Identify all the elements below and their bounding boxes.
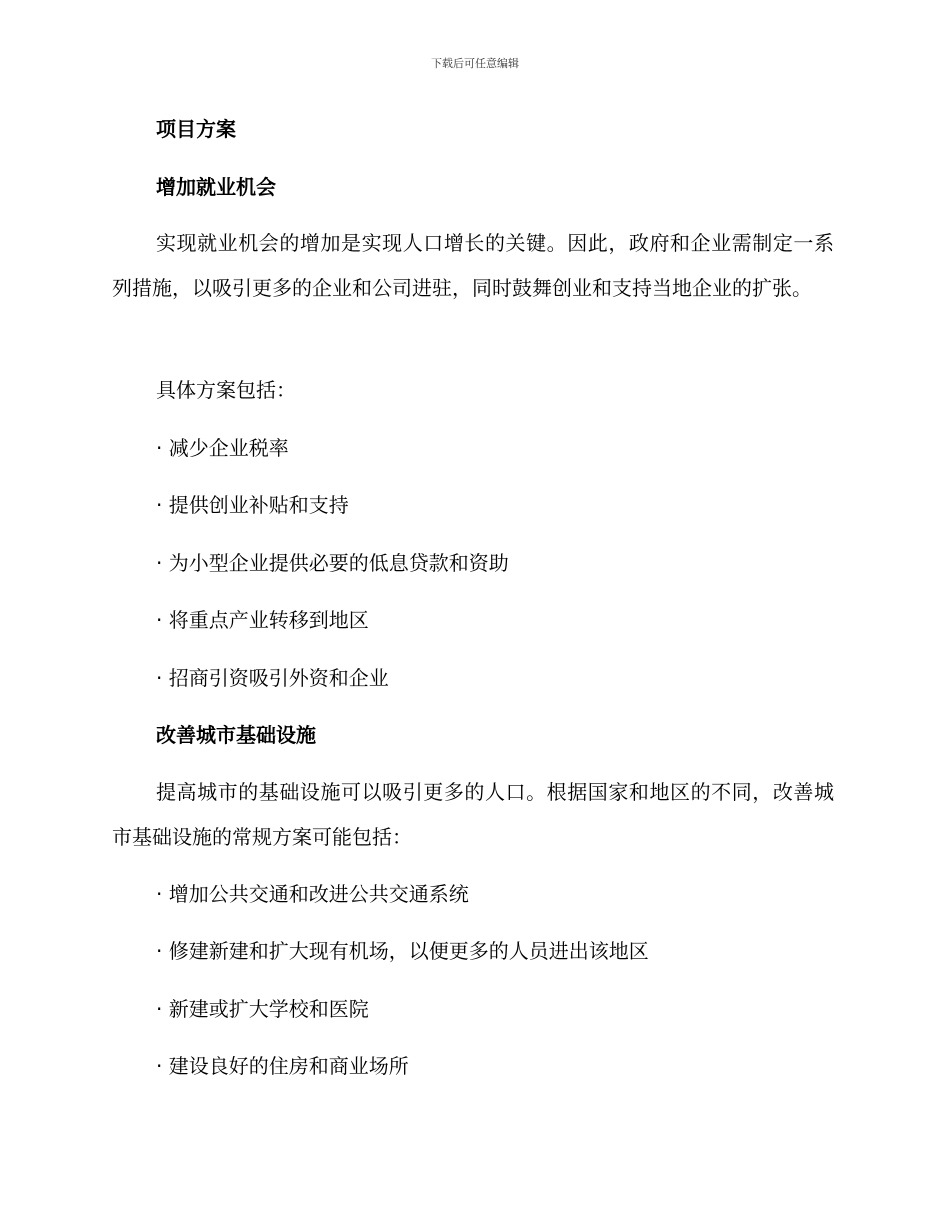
list-item: · 新建或扩大学校和医院: [156, 997, 369, 1021]
list-item: · 将重点产业转移到地区: [156, 608, 369, 632]
paragraph-employment: 实现就业机会的增加是实现人口增长的关键。因此，政府和企业需制定一系列措施，以吸引更多的企业和公司进驻，同时鼓舞创业和支持当地企业的扩张。: [112, 231, 834, 300]
list-item: · 增加公共交通和改进公共交通系统: [156, 882, 469, 906]
list-intro: 具体方案包括：: [156, 378, 296, 402]
list-item: · 修建新建和扩大现有机场，以便更多的人员进出该地区: [156, 939, 649, 963]
list-item: · 为小型企业提供必要的低息贷款和资助: [156, 551, 509, 575]
list-item: · 招商引资吸引外资和企业: [156, 666, 389, 690]
list-item: · 建设良好的住房和商业场所: [156, 1054, 409, 1078]
section-heading-employment: 增加就业机会: [156, 175, 276, 199]
list-item: · 减少企业税率: [156, 436, 289, 460]
page-header: 下载后可任意编辑: [431, 57, 519, 70]
section-heading-infrastructure: 改善城市基础设施: [156, 723, 316, 747]
paragraph-infrastructure: 提高城市的基础设施可以吸引更多的人口。根据国家和地区的不同，改善城市基础设施的常规方案可能包括：: [112, 780, 834, 849]
list-item: · 提供创业补贴和支持: [156, 493, 349, 517]
document-title: 项目方案: [156, 117, 236, 141]
